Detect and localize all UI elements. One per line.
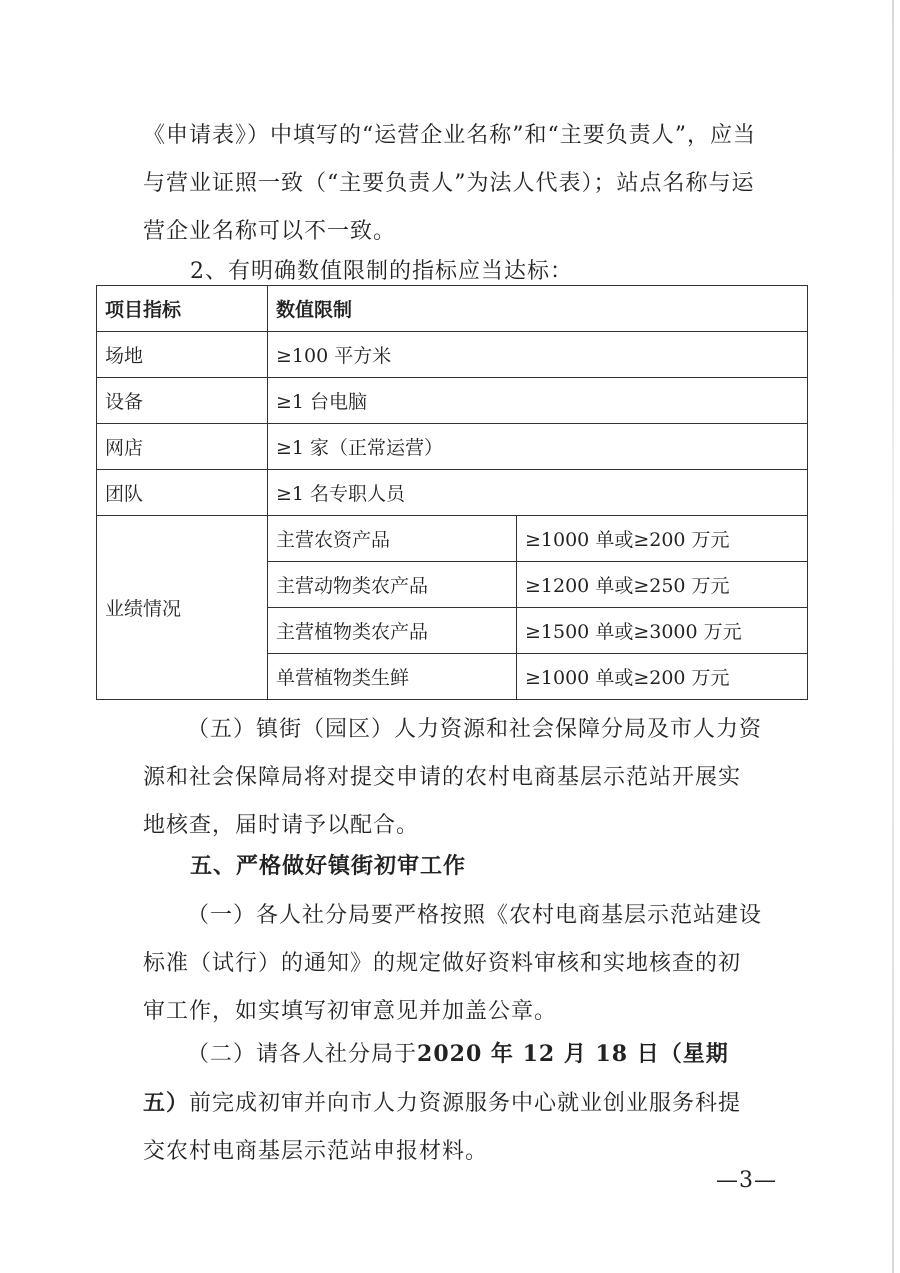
table-cell-item: 场地	[97, 332, 268, 378]
paragraph-preliminary-review: （一）各人社分局要严格按照《农村电商基层示范站建设标准（试行）的通知》的规定做好资料审核和实地核查的初审工作，如实填写初审意见并加盖公章。	[143, 903, 763, 1024]
table-cell-performance: 业绩情况	[97, 516, 268, 700]
table-row	[97, 332, 808, 378]
table-row	[97, 516, 808, 562]
deadline-lead-text: （二）请各人社分局于	[187, 1042, 418, 1067]
table-row	[97, 424, 808, 470]
table-cell-category: 单营植物类生鲜	[268, 654, 517, 700]
table-cell-item: 团队	[97, 470, 268, 516]
table-cell-limit: ≥1000 单或≥200 万元	[517, 654, 808, 700]
paragraph-application-form-note: 《申请表》）中填写的“运营企业名称”和“主要负责人”，应当与营业证照一致（“主要负责人”为法人代表）；站点名称与运营企业名称可以不一致。	[143, 123, 756, 244]
page-number: —3—	[716, 1168, 777, 1193]
metrics-table	[96, 285, 808, 700]
table-cell-item: 网店	[97, 424, 268, 470]
scan-edge-line	[892, 0, 894, 1273]
table-cell-item: 设备	[97, 378, 268, 424]
table-cell-limit: ≥1000 单或≥200 万元	[517, 516, 808, 562]
table-cell-limit: ≥100 平方米	[268, 332, 808, 378]
section-heading-five: 五、严格做好镇街初审工作	[190, 853, 467, 879]
table-header-item: 项目指标	[97, 286, 268, 332]
table-cell-limit: ≥1 家（正常运营）	[268, 424, 808, 470]
table-cell-category: 主营动物类农产品	[268, 562, 517, 608]
table-cell-limit: ≥1500 单或≥3000 万元	[517, 608, 808, 654]
table-header-row	[97, 286, 808, 332]
table-row	[97, 470, 808, 516]
table-cell-limit: ≥1200 单或≥250 万元	[517, 562, 808, 608]
paragraph-site-inspection: （五）镇街（园区）人力资源和社会保障分局及市人力资源和社会保障局将对提交申请的农村电商基层示范站开展实地核查，届时请予以配合。	[143, 717, 763, 838]
deadline-date: 2020 年 12 月 18 日（星期五）	[143, 1041, 729, 1116]
paragraph-deadline	[143, 1030, 763, 1176]
deadline-tail-text: 前完成初审并向市人力资源服务中心就业创业服务科提交农村电商基层示范站申报材料。	[143, 1091, 742, 1164]
table-header-limit: 数值限制	[268, 286, 808, 332]
table-cell-category: 主营植物类农产品	[268, 608, 517, 654]
table-cell-category: 主营农资产品	[268, 516, 517, 562]
table-row	[97, 378, 808, 424]
table-cell-limit: ≥1 名专职人员	[268, 470, 808, 516]
table-cell-limit: ≥1 台电脑	[268, 378, 808, 424]
paragraph-numeric-limits-intro: 2、有明确数值限制的指标应当达标：	[190, 259, 573, 284]
